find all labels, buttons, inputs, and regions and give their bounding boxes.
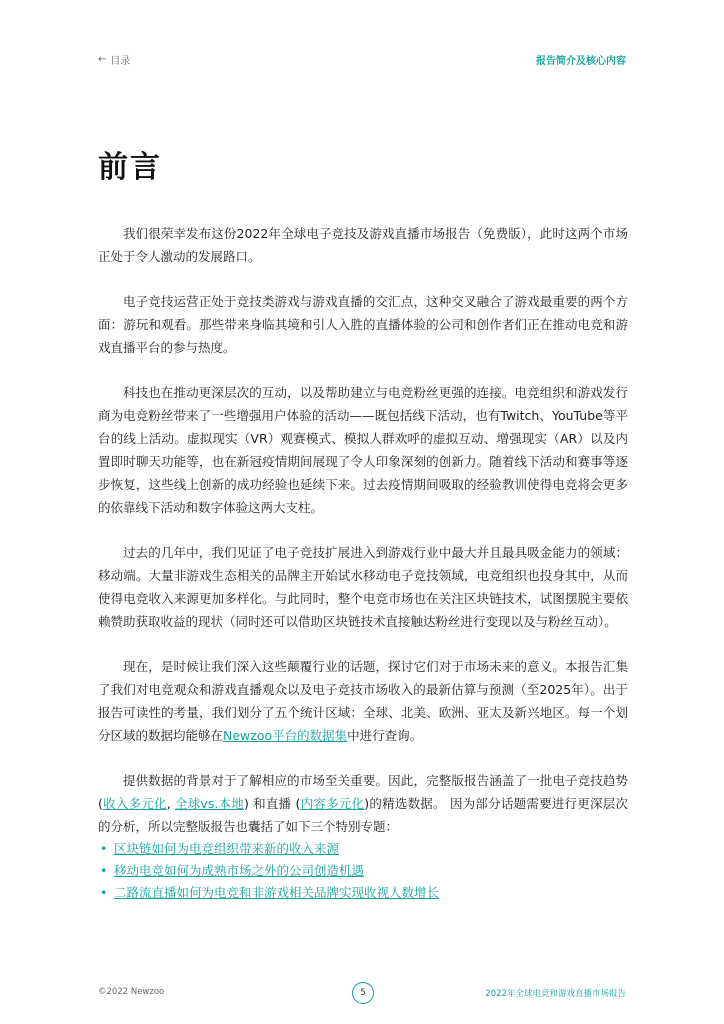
p5-text-before: 现在，是时候让我们深入这些颠覆行业的话题，探讨它们对于市场未来的意义。本报告汇集了我们对电竞观众和游戏直播观众以及电子竞技市场收入的最新估算与预测（至2025年）。出于报告可读性的考量，我们划分了五个统计区域：全球、北美、欧洲、亚太及新兴地区。每一个划分区域的数据均能够在 <box>98 659 628 743</box>
footer-copyright: ©2022 Newzoo <box>98 987 165 997</box>
p6-separator: , <box>166 796 175 811</box>
bullet-icon: • <box>100 863 108 878</box>
newzoo-dataset-link[interactable]: Newzoo平台的数据集 <box>223 728 348 743</box>
paragraph-1: 我们很荣幸发布这份2022年全球电子竞技及游戏直播市场报告（免费版），此时这两个市场正处于令人激动的发展路口。 <box>98 226 628 264</box>
arrow-left-icon: ← <box>98 54 107 65</box>
body-content <box>98 222 628 904</box>
page-number-badge <box>352 982 374 1004</box>
topic-link-blockchain[interactable]: 区块链如何为电竞组织带来新的收入来源 <box>114 841 340 856</box>
p6-text-b: ) 和直播 ( <box>244 796 301 811</box>
p6-text-a: 提供数据的背景对于了解相应的市场至关重要。因此，完整版报告涵盖了一批电子竞技趋势 ( <box>98 773 628 811</box>
paragraph-4: 过去的几年中，我们见证了电子竞技扩展进入到游戏行业中最大并且最具吸金能力的领域：移动端。大量非游戏生态相关的品牌主开始试水移动电子竞技领域，电竞组织也投身其中，从而使得电竞收入来源更加多样化。与此同时，整个电竞市场也在关注区块链技术，试图摆脱主要依赖赞助获取收益的现状（同时还可以借助区块链技术直接触达粉丝进行变现以及与粉丝互动）。 <box>98 545 628 629</box>
special-topics-list <box>98 838 628 904</box>
toc-label: 目录 <box>110 56 131 67</box>
page-number: 5 <box>360 988 366 998</box>
paragraph-5 <box>98 655 628 747</box>
section-header-link[interactable]: 报告简介及核心内容 <box>536 56 626 67</box>
footer-report-title: 2022年全球电竞和游戏直播市场报告 <box>485 989 626 999</box>
list-item <box>98 860 628 882</box>
p6-text-c: )的精选数据。 因为部分话题需要进行更深层次的分析，所以完整版报告也囊括了如下三个特别专题： <box>98 796 628 834</box>
paragraph-6 <box>98 769 628 838</box>
global-vs-local-link[interactable]: 全球vs.本地 <box>174 796 245 811</box>
paragraph-2: 电子竞技运营正处于竞技类游戏与游戏直播的交汇点，这种交叉融合了游戏最重要的两个方面：游玩和观看。那些带来身临其境和引人入胜的直播体验的公司和创作者们正在推动电竞和游戏直播平台的参与热度。 <box>98 294 628 355</box>
paragraph-3: 科技也在推动更深层次的互动，以及帮助建立与电竞粉丝更强的连接。电竞组织和游戏发行商为电竞粉丝带来了一些增强用户体验的活动——既包括线下活动，也有Twitch、YouTube等平台的线上活动。虚拟现实（VR）观赛模式、模拟人群欢呼的虚拟互动、增强现实（AR）以及内置即时聊天功能等，也在新冠疫情期间展现了令人印象深刻的创新力。随着线下活动和赛事等逐步恢复，这些线上创新的成功经验也延续下来。过去疫情期间吸取的经验教训使得电竞将会更多的依靠线下活动和数字体验这两大支柱。 <box>98 385 628 515</box>
page-title: 前言 <box>98 150 162 185</box>
p5-text-after: 中进行查询。 <box>347 728 423 743</box>
topic-link-co-streaming[interactable]: 二路流直播如何为电竞和非游戏相关品牌实现收视人数增长 <box>114 885 440 900</box>
toc-link[interactable] <box>98 52 130 67</box>
list-item <box>98 882 628 904</box>
revenue-diversification-link[interactable]: 收入多元化 <box>102 796 167 811</box>
content-diversification-link[interactable]: 内容多元化 <box>300 796 365 811</box>
bullet-icon: • <box>100 841 108 856</box>
topic-link-mobile-esports[interactable]: 移动电竞如何为成熟市场之外的公司创造机遇 <box>114 863 365 878</box>
list-item <box>98 838 628 860</box>
bullet-icon: • <box>100 885 108 900</box>
